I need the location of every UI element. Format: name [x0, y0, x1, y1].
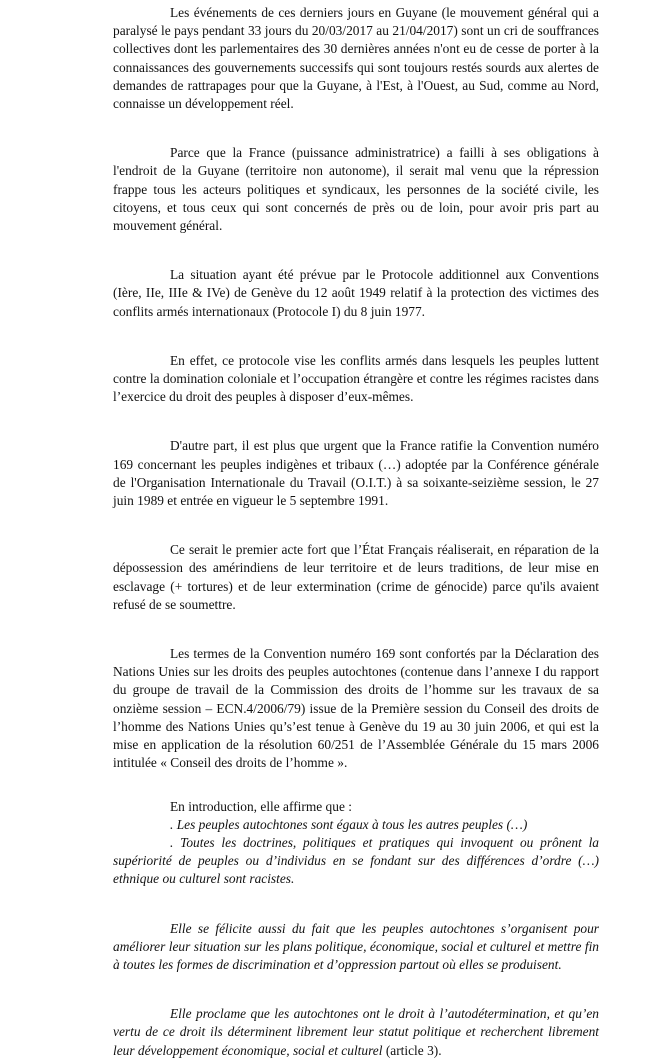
intro-block [113, 798, 599, 889]
paragraph-convention-169: D'autre part, il est plus que urgent que la France ratifie la Convention numéro 169 concernant les peuples indigènes et tribaux (…) adoptée par la Conférence générale de l'Organisation Internationale du Travail (O.I.T.) à sa soixante-seizième session, le 27 juin 1989 et entrée en vigueur le 5 septembre 1991. [113, 438, 599, 509]
self-determination-text: Elle proclame que les autochtones ont le droit à l’autodétermination, et qu’en vertu de ce droit ils déterminent librement leur statut politique et recherchent librement leur développement économique, social et culturel [113, 1006, 599, 1058]
article-reference: (article 3). [382, 1042, 442, 1058]
paragraph-protocol-scope: En effet, ce protocole vise les conflits armés dans lesquels les peuples luttent contre la domination coloniale et l’occupation étrangère et contre les régimes racistes dans l’exercice du droit des peuples à disposer d’eux-mêmes. [113, 352, 599, 405]
document-page [113, 0, 599, 1060]
paragraph-self-organisation: Elle se félicite aussi du fait que les peuples autochtones s’organisent pour améliorer leur situation sur les plans politique, économique, social et culturel et mettre fin à toutes les formes de discrimination et d’oppression partout où elles se produisent. [113, 920, 599, 972]
quote-racism: . Toutes les doctrines, politiques et pratiques qui invoquent ou prônent la supériorité de peuples ou d’individus en se fondant sur des différences d’ordre (…) ethnique ou culturel sont racistes. [113, 834, 599, 887]
paragraph-guyane-events: Les événements de ces derniers jours en Guyane (le mouvement général qui a paralysé le pays pendant 33 jours du 20/03/2017 au 21/04/2017) sont un cri de souffrances collectives dont les parlementaires des 30 dernières années n'ont eu de cesse de porter à la connaissances des gouvernements successifs qui sont toujours restés sourds aux alertes de demandes de rattrapages pour que la Guyane, à l'Est, à l'Ouest, au Sud, comme au Nord, connaisse un développement réel. [113, 5, 599, 112]
paragraph-un-declaration: Les termes de la Convention numéro 169 sont confortés par la Déclaration des Nations Unies sur les droits des peuples autochtones (contenue dans l’annexe I du rapport du groupe de travail de la Commission des droits de l’homme sur les travaux de sa onzième session – ECN.4/2006/79) issue de la Première session du Conseil des droits de l’homme des Nations Unies qu’s’est tenue à Genève du 19 au 30 juin 2006, et qui est la mise en application de la résolution 60/251 de l’Assemblée Générale du 15 mars 2006 intitulée « Conseil des droits de l’homme ». [113, 646, 599, 771]
paragraph-first-act: Ce serait le premier acte fort que l’État Français réaliserait, en réparation de la dépossession des amérindiens de leur territoire et de leurs traditions, de leur mise en esclavage (+ tortures) et de leur extermination (crime de génocide) parce qu'ils avaient refusé de se soumettre. [113, 542, 599, 612]
quote-equality: . Les peuples autochtones sont égaux à tous les autres peuples (…) [170, 816, 528, 832]
paragraph-protocol: La situation ayant été prévue par le Protocole additionnel aux Conventions (Ière, IIe, IIIe & IVe) de Genève du 12 août 1949 relatif à la protection des victimes des conflits armés internationaux (Protocole I) du 8 juin 1977. [113, 267, 599, 319]
paragraph-france-failed: Parce que la France (puissance administratrice) a failli à ses obligations à l'endroit de la Guyane (territoire non autonome), il serait mal venu que la répression frappe tous les acteurs politiques et syndicaux, les personnes de la société civile, les citoyens, et tous ceux qui sont concernés de près ou de loin, pour avoir pris part au mouvement général. [113, 145, 599, 234]
paragraph-self-determination [113, 1005, 599, 1060]
intro-text: En introduction, elle affirme que : [170, 798, 352, 814]
